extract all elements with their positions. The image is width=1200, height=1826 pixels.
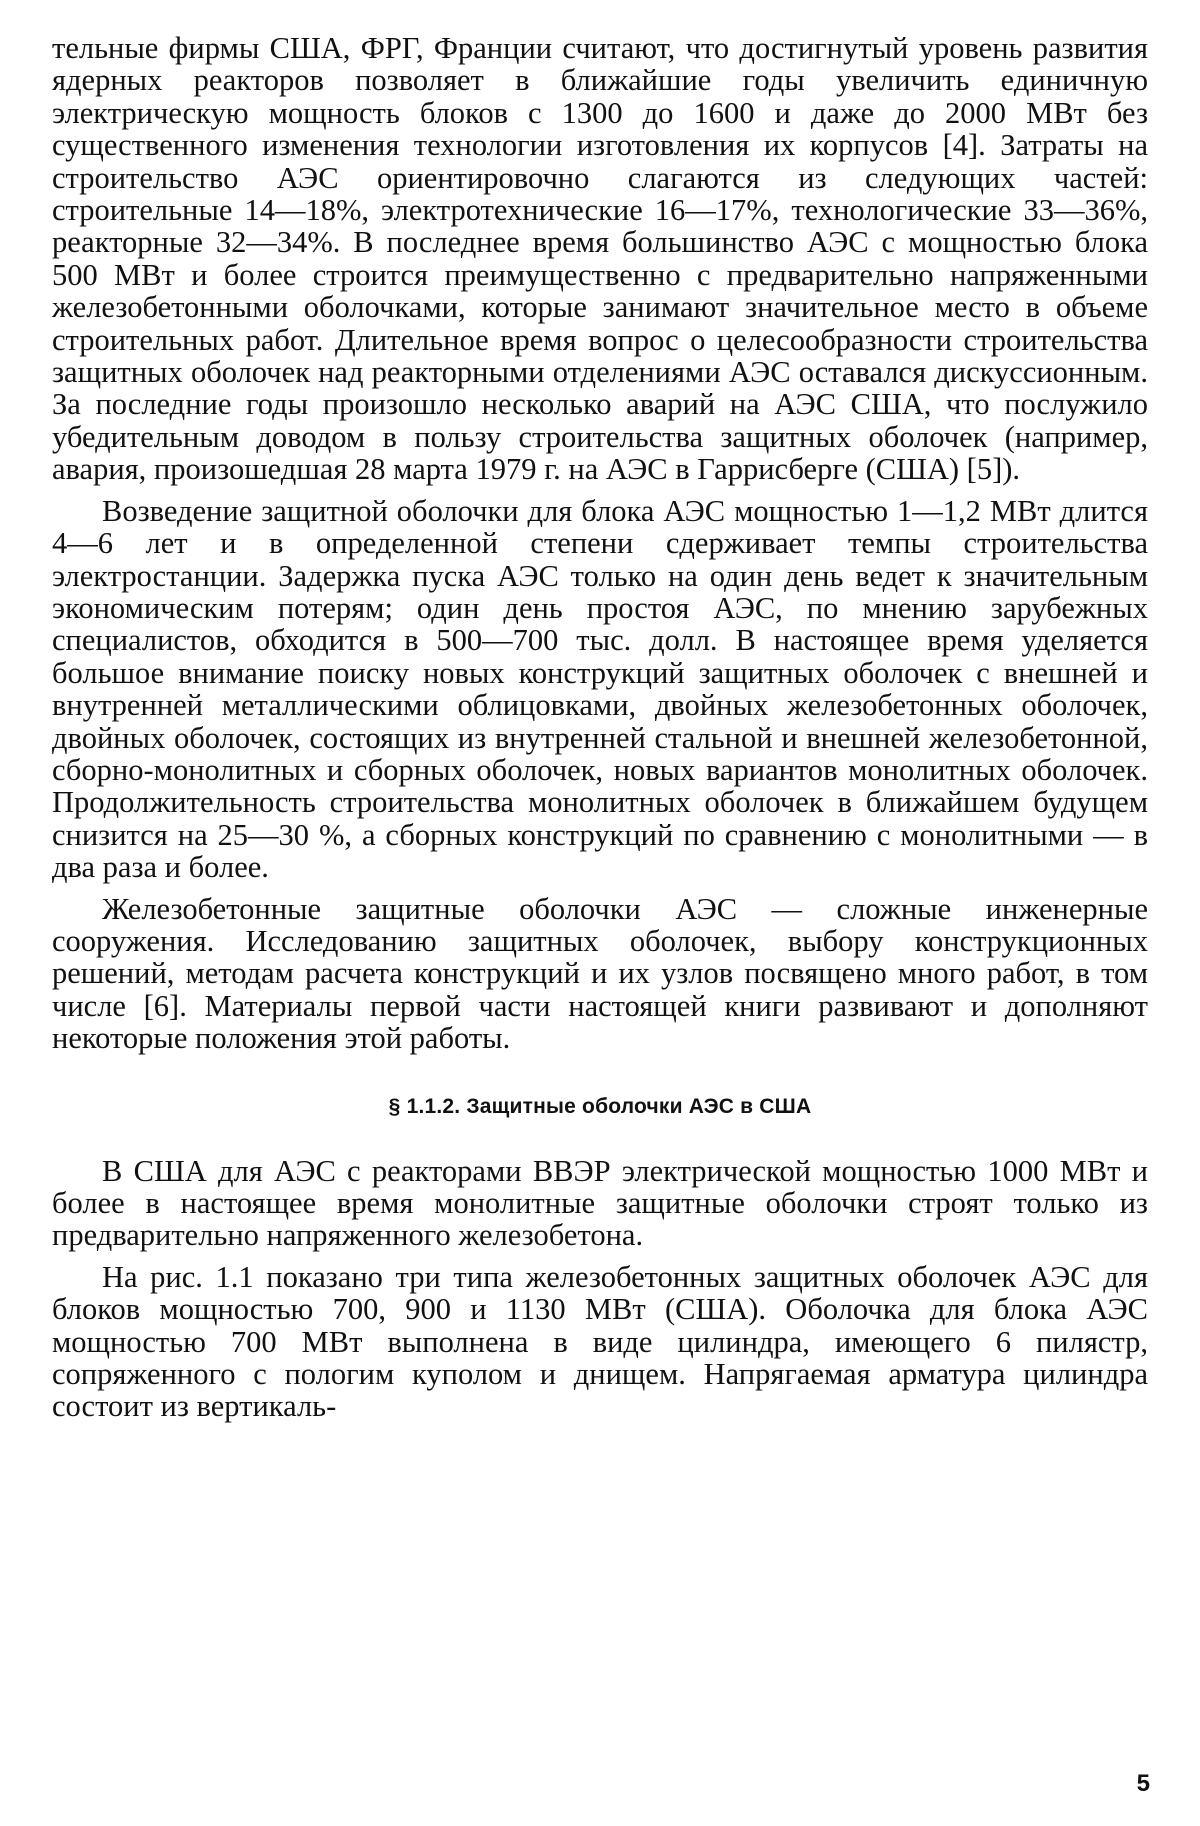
paragraph-1: тельные фирмы США, ФРГ, Франции считают, что достигнутый уровень развития ядерных реакторов позволяет в ближайшие годы увеличить единичную электрическую мощность блоков с 1300 до 1600 и даже до 2000 МВт без существенного изменения технологии изготовления их корпусов [4]. Затраты на строительство АЭС ориентировочно слагаются из следующих частей: строительные 14—18%, электротехнические 16—17%, технологические 33—36%, реакторные 32—34%. В последнее время большинство АЭС с мощностью блока 500 МВт и более строится преимущественно с предварительно напряженными железобетонными оболочками, которые занимают значительное место в объеме строительных работ. Длительное время вопрос о целесообразности строительства защитных оболочек над реакторными отделениями АЭС оставался дискуссионным. За последние годы произошло несколько аварий на АЭС США, что послужило убедительным доводом в пользу строительства защитных оболочек (например, авария, произошедшая 28 марта 1979 г. на АЭС в Гаррисберге (США) [5]). bbox=[52, 31, 1148, 487]
paragraph-4: В США для АЭС с реакторами ВВЭР электрической мощностью 1000 МВт и более в настоящее время монолитные защитные оболочки строят только из предварительно напряженного железобетона. bbox=[52, 1153, 1148, 1253]
paragraph-5: На рис. 1.1 показано три типа железобетонных защитных оболочек АЭС для блоков мощностью 700, 900 и 1130 МВт (США). Оболочка для блока АЭС мощностью 700 МВт выполнена в виде цилиндра, имеющего 6 пилястр, сопряженного с пологим куполом и днищем. Напрягаемая арматура цилиндра состоит из вертикаль- bbox=[52, 1259, 1148, 1424]
page-number: 5 bbox=[1136, 1770, 1150, 1797]
paragraph-3: Железобетонные защитные оболочки АЭС — сложные инженерные сооружения. Исследованию защитных оболочек, выбору конструкционных решений, методам расчета конструкций и их узлов посвящено много работ, в том числе [6]. Материалы первой части настоящей книги развивают и дополняют некоторые положения этой работы. bbox=[52, 891, 1148, 1056]
paragraph-2: Возведение защитной оболочки для блока АЭС мощностью 1—1,2 МВт длится 4—6 лет и в определенной степени сдерживает темпы строительства электростанции. Задержка пуска АЭС только на один день ведет к значительным экономическим потерям; один день простоя АЭС, по мнению зарубежных специалистов, обходится в 500—700 тыс. долл. В настоящее время уделяется большое внимание поиску новых конструкций защитных оболочек с внешней и внутренней металлическими облицовками, двойных железобетонных оболочек, двойных оболочек, состоящих из внутренней стальной и внешней железобетонной, сборно-монолитных и сборных оболочек, новых вариантов монолитных оболочек. Продолжительность строительства монолитных оболочек в ближайшем будущем снизится на 25—30 %, а сборных конструкций по сравнению с монолитными — в два раза и более. bbox=[52, 493, 1148, 885]
document-page bbox=[52, 32, 1148, 1423]
section-heading: § 1.1.2. Защитные оболочки АЭС в США bbox=[388, 1094, 812, 1118]
